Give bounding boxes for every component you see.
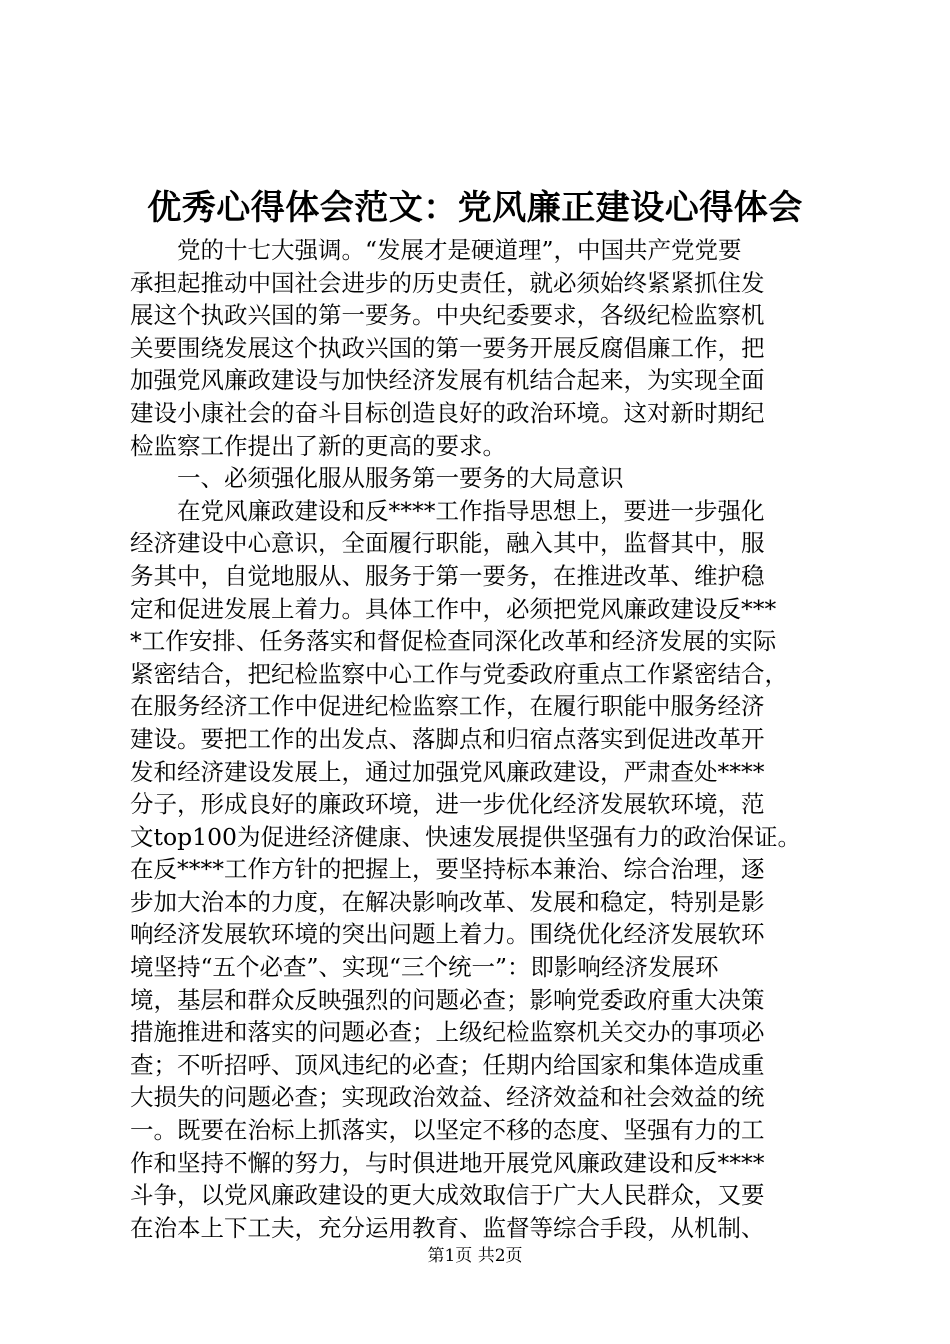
body-line: 作和坚持不懈的努力，与时俱进地开展党风廉政建设和反****: [130, 1148, 765, 1177]
body-line: *工作安排、任务落实和督促检查同深化改革和经济发展的实际: [130, 627, 777, 656]
body-line: 措施推进和落实的问题必查；上级纪检监察机关交办的事项必: [130, 1018, 765, 1047]
body-line: 在治本上下工夫，充分运用教育、监督等综合手段，从机制、: [130, 1213, 765, 1242]
body-line: 分子，形成良好的廉政环境，进一步优化经济发展软环境，范: [130, 790, 765, 819]
body-line: 境，基层和群众反映强烈的问题必查；影响党委政府重大决策: [130, 985, 765, 1014]
body-line: 响经济发展软环境的突出问题上着力。围绕优化经济发展软环: [130, 920, 765, 949]
body-line: 紧密结合，把纪检监察中心工作与党委政府重点工作紧密结合，: [130, 659, 788, 688]
body-line: 一。既要在治标上抓落实，以坚定不移的态度、坚强有力的工: [130, 1116, 765, 1145]
body-line: 加强党风廉政建设与加快经济发展有机结合起来，为实现全面: [130, 366, 765, 395]
page-number: 第1页 共2页: [427, 1246, 523, 1266]
body-line: 在党风廉政建设和反****工作指导思想上，要进一步强化: [130, 496, 765, 525]
body-line: 务其中，自觉地服从、服务于第一要务，在推进改革、维护稳: [130, 561, 765, 590]
body-line: 查；不听招呼、顶风违纪的必查；任期内给国家和集体造成重: [130, 1050, 765, 1079]
body-line: 定和促进发展上着力。具体工作中，必须把党风廉政建设反***: [130, 594, 777, 623]
body-line: 文top100为促进经济健康、快速发展提供坚强有力的政治保证。: [130, 822, 801, 851]
body-line: 在服务经济工作中促进纪检监察工作，在履行职能中服务经济: [130, 692, 765, 721]
body-line: 建设。要把工作的出发点、落脚点和归宿点落实到促进改革开: [130, 724, 765, 753]
body-line: 关要围绕发展这个执政兴国的第一要务开展反腐倡廉工作，把: [130, 333, 765, 362]
body-line: 检监察工作提出了新的更高的要求。: [130, 431, 506, 460]
body-line: 建设小康社会的奋斗目标创造良好的政治环境。这对新时期纪: [130, 398, 765, 427]
body-line: 斗争，以党风廉政建设的更大成效取信于广大人民群众，又要: [130, 1181, 765, 1210]
body-line: 党的十七大强调。“发展才是硬道理”，中国共产党党要: [130, 236, 742, 264]
body-line: 发和经济建设发展上，通过加强党风廉政建设，严肃查处****: [130, 757, 765, 786]
body-line: 步加大治本的力度，在解决影响改革、发展和稳定，特别是影: [130, 887, 765, 916]
body-line: 展这个执政兴国的第一要务。中央纪委要求，各级纪检监察机: [130, 301, 765, 330]
body-line: 境坚持“五个必查”、实现“三个统一”：即影响经济发展环: [130, 953, 719, 982]
document-title: 优秀心得体会范文：党风廉正建设心得体会: [147, 188, 803, 228]
section-heading: 一、必须强化服从服务第一要务的大局意识: [130, 464, 624, 493]
body-line: 大损失的问题必查；实现政治效益、经济效益和社会效益的统: [130, 1083, 765, 1112]
body-line: 经济建设中心意识，全面履行职能，融入其中，监督其中，服: [130, 529, 765, 558]
body-line: 在反****工作方针的把握上，要坚持标本兼治、综合治理，逐: [130, 855, 765, 884]
body-line: 承担起推动中国社会进步的历史责任，就必须始终紧紧抓住发: [130, 268, 765, 297]
document-body: [130, 234, 842, 1244]
